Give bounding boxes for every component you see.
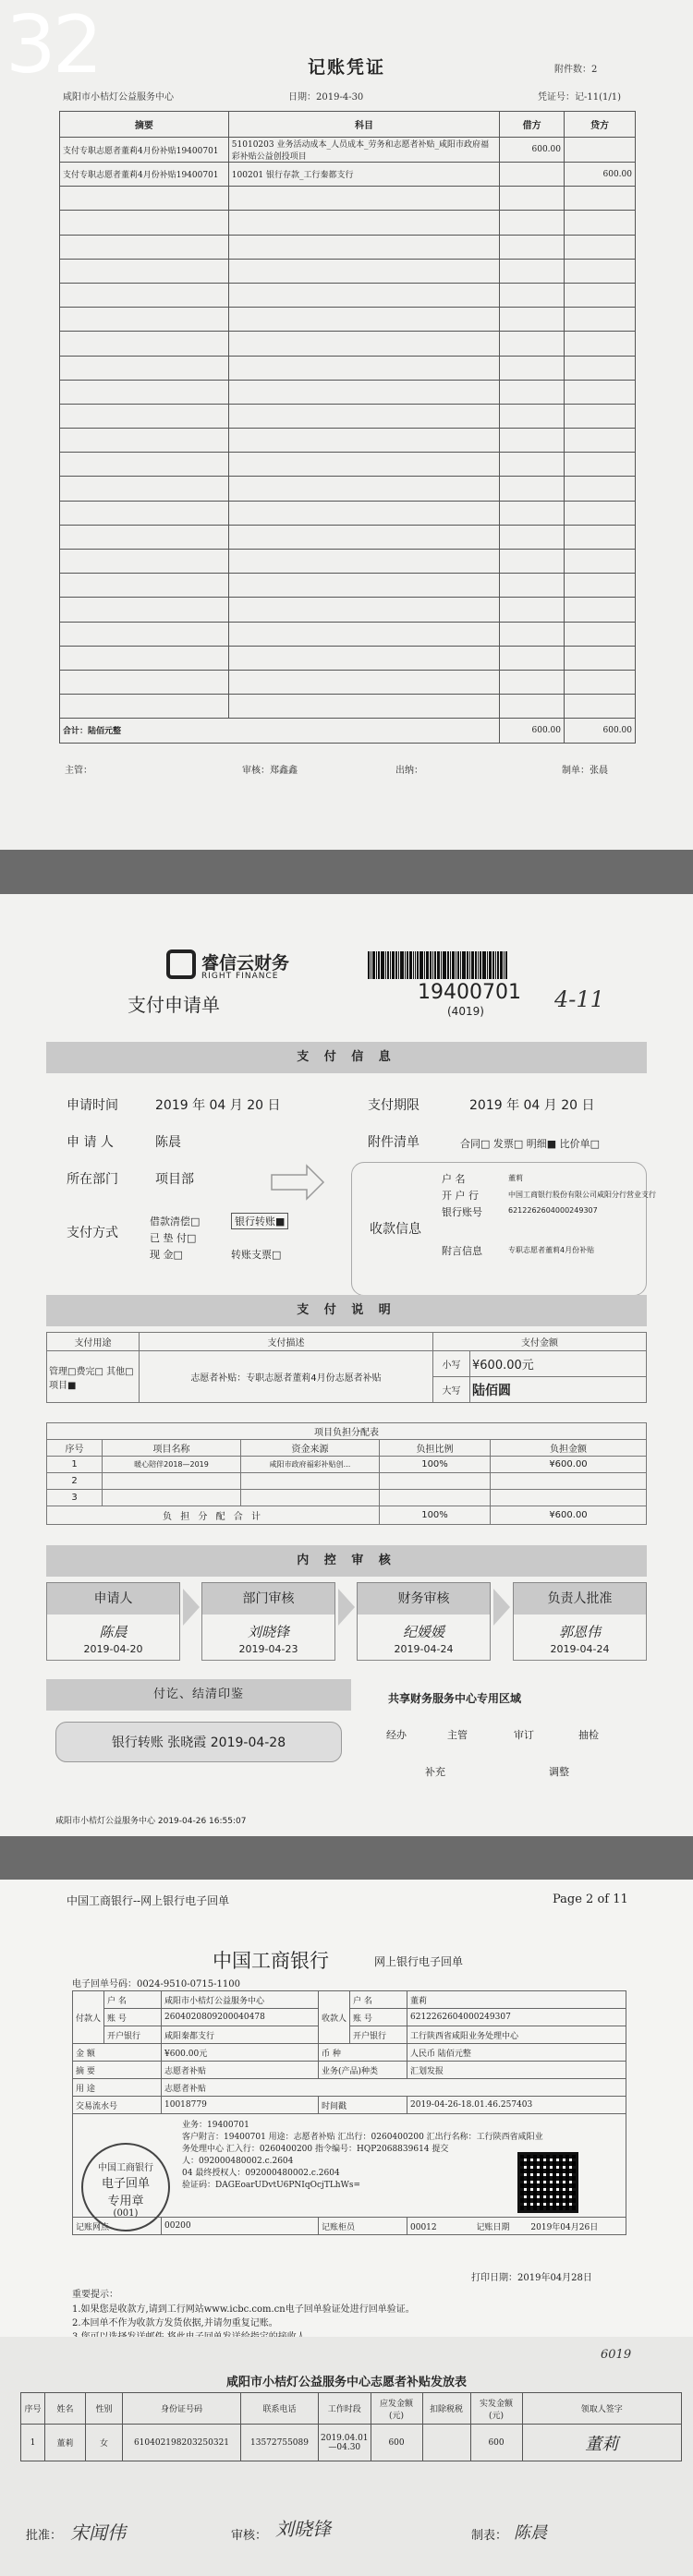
receipt-purpose: 志愿者补贴 bbox=[162, 2079, 626, 2097]
settle-stamp: 银行转账 张晓霞 2019-04-28 bbox=[55, 1722, 342, 1762]
payment-application-page bbox=[0, 894, 693, 1836]
payee-bank: 工行陕西省咸阳业务处理中心 bbox=[407, 2026, 626, 2044]
flow-name: 郭恩伟 bbox=[558, 1624, 601, 1640]
accounting-voucher-page bbox=[0, 0, 693, 850]
shared-item: 调整 bbox=[549, 1766, 569, 1778]
amount-small-value: ¥600.00元 bbox=[470, 1351, 647, 1377]
flow-date: 2019-04-24 bbox=[550, 1643, 610, 1655]
payee-bank: 中国工商银行股份有限公司咸阳分行营业支行 bbox=[508, 1191, 656, 1199]
method-label: 支付方式 bbox=[67, 1226, 118, 1240]
payee-note: 专职志愿者董莉4月份补贴 bbox=[508, 1246, 595, 1254]
handwritten-note: 4-11 bbox=[554, 986, 604, 1012]
flow-step-finance bbox=[357, 1582, 491, 1661]
flow-role: 申请人 bbox=[47, 1583, 179, 1615]
voucher-maker: 制单：张晨 bbox=[562, 766, 608, 776]
flow-step-leader bbox=[513, 1582, 647, 1661]
apply-time-label: 申请时间 bbox=[67, 1098, 118, 1113]
receipt-net: 00200 bbox=[162, 2218, 319, 2235]
company-logo-icon bbox=[166, 949, 196, 979]
voucher-supervisor: 主管： bbox=[65, 766, 92, 776]
voucher-auditor: 审核：郑鑫鑫 bbox=[242, 766, 298, 776]
voucher-subject: 100201 银行存款_工行秦都支行 bbox=[228, 163, 499, 187]
section-payment-info: 支 付 信 息 bbox=[46, 1042, 647, 1073]
alloc-col-ratio: 负担比例 bbox=[380, 1440, 491, 1457]
payment-title: 支付申请单 bbox=[128, 994, 220, 1016]
table-row: 1 暖心陪伴2018—2019 咸阳市政府福彩补贴创... 100% ¥600.00 bbox=[47, 1457, 647, 1473]
voucher-total-credit: 600.00 bbox=[565, 719, 636, 743]
payer-label: 付款人 bbox=[73, 1991, 104, 2044]
deadline-label: 支付期限 bbox=[368, 1098, 419, 1113]
barcode-sub: (4019) bbox=[447, 1005, 484, 1018]
flow-role: 负责人批准 bbox=[514, 1583, 646, 1615]
receipt-header: 中国工商银行--网上银行电子回单 bbox=[67, 1894, 230, 1907]
subsidy-title: 咸阳市小桔灯公益服务中心志愿者补贴发放表 bbox=[225, 2376, 467, 2389]
maker-signature: 陈晨 bbox=[514, 2523, 547, 2543]
shared-item: 补充 bbox=[425, 1766, 445, 1778]
qr-code-icon bbox=[517, 2152, 578, 2213]
alloc-col-amount: 负担金额 bbox=[491, 1440, 647, 1457]
alloc-col-no: 序号 bbox=[47, 1440, 103, 1457]
barcode-icon bbox=[368, 951, 580, 979]
attach-label: 附件清单 bbox=[368, 1135, 419, 1150]
company-name-en: RIGHT FINANCE bbox=[201, 972, 279, 981]
method-option: 借款清偿□ bbox=[150, 1215, 201, 1228]
desc-label: 支付描述 bbox=[140, 1333, 433, 1351]
allocation-table bbox=[46, 1422, 647, 1525]
deadline-value: 2019 年 04 月 20 日 bbox=[469, 1098, 595, 1113]
receipt-number: 电子回单号码：0024-9510-0715-1100 bbox=[72, 1979, 240, 1989]
maker-label: 制表： bbox=[471, 2529, 508, 2543]
company-name: 睿信云财务 bbox=[201, 953, 290, 974]
voucher-col-credit: 贷方 bbox=[565, 112, 636, 138]
use-label: 支付用途 bbox=[47, 1333, 140, 1351]
receipt-serial: 10018779 bbox=[162, 2097, 319, 2114]
table-row: 2 bbox=[47, 1473, 647, 1490]
section-internal-control: 内 控 审 核 bbox=[46, 1545, 647, 1577]
payment-footer: 咸阳市小桔灯公益服务中心 2019-04-26 16:55:07 bbox=[55, 1817, 247, 1826]
flow-date: 2019-04-20 bbox=[83, 1643, 143, 1655]
voucher-attachments: 附件数：2 bbox=[554, 65, 598, 75]
payer-account: 2604020809200040478 bbox=[162, 2009, 319, 2026]
subsidy-list-page bbox=[0, 2337, 693, 2576]
verify-code: 验证码：DAGEoarUDvtU6PNIqOcjTLhWs= bbox=[182, 2181, 361, 2190]
payee-note-label: 附言信息 bbox=[442, 1245, 482, 1257]
applicant-label: 申 请 人 bbox=[67, 1135, 114, 1150]
amount-big-value: 陆佰圆 bbox=[470, 1377, 647, 1403]
payee-label: 收款人 bbox=[319, 1991, 350, 2044]
receipt-summary: 志愿者补贴 bbox=[162, 2062, 319, 2079]
payee-account: 6212262604000249307 bbox=[508, 1206, 598, 1215]
voucher-subject: 51010203 业务活动成本_人员成本_劳务和志愿者补贴_咸阳市政府福彩补贴公益创投项目 bbox=[228, 138, 499, 163]
notes-title: 重要提示： bbox=[72, 2290, 118, 2300]
payer-bank: 咸阳秦都支行 bbox=[162, 2026, 319, 2044]
barcode-number: 19400701 bbox=[418, 981, 521, 1004]
applicant-value: 陈晨 bbox=[155, 1135, 181, 1150]
shared-item: 审订 bbox=[514, 1729, 534, 1741]
shared-item: 抽检 bbox=[578, 1729, 599, 1741]
subsidy-table: 序号 姓名 性别 身份证号码 联系电话 工作时段 应发金额(元) 扣除税税 实发金额(元) 领取人签字 1 董莉 女 610402198203250321 13572755089 2019.04.01—04.30 600 600 董莉 bbox=[20, 2392, 682, 2461]
voucher-col-subject: 科目 bbox=[228, 112, 499, 138]
voucher-row bbox=[60, 163, 636, 187]
voucher-number: 凭证号：记-11(1/1) bbox=[538, 92, 621, 103]
payee-name-label: 户 名 bbox=[442, 1173, 466, 1185]
voucher-summary: 支付专职志愿者董莉4月份补贴19400701 bbox=[60, 163, 229, 187]
receipt-amount: ¥600.00元 bbox=[162, 2044, 319, 2062]
receipt-table: 付款人 户 名 咸阳市小桔灯公益服务中心 收款人 户 名 董莉 账 号 2604020809200040478 账 号 6212262604000249307 开户银行 咸阳秦都支行 开户银行 工行陕西省咸阳业务处理中心 金 额 ¥600.00元 币 种 人民币 陆佰元整 摘 要 志愿者补贴 业务(产品)种类 汇划发报 用 途 志愿者补贴 交易流水号 10018779 时间戳 2019-04-26-18.01.46.257403 业务：19400701 客户附言：19400701 用途：志愿者补贴 汇出行：0260400200 汇出行名称：工行陕西省咸阳业 务处理中心 汇入行：0260400200 指令编号：HQP2068839614 提交 人：092000480002.c.2604 04 最终授权人：092000480002.c.2604 验证码：DAGEoarUDvtU6PNIqOcjTLhWs= 记账网点 00200 记账柜员 00012 记账日期 2019年04月26日 bbox=[72, 1990, 626, 2235]
flow-role: 部门审核 bbox=[202, 1583, 334, 1615]
bank-title: 中国工商银行 bbox=[213, 1950, 329, 1972]
arrow-right-icon bbox=[338, 1589, 355, 1626]
alloc-title: 项目负担分配表 bbox=[47, 1423, 647, 1440]
voucher-col-debit: 借方 bbox=[500, 112, 565, 138]
method-option: 已 垫 付□ bbox=[150, 1232, 197, 1244]
auditor-signature: 刘晓锋 bbox=[275, 2518, 331, 2540]
alloc-col-name: 项目名称 bbox=[103, 1440, 241, 1457]
bank-receipt-page bbox=[0, 1880, 693, 2341]
amount-label: 支付金额 bbox=[433, 1333, 647, 1351]
voucher-summary: 支付专职志愿者董莉4月份补贴19400701 bbox=[60, 138, 229, 163]
dept-label: 所在部门 bbox=[67, 1172, 118, 1187]
voucher-col-summary: 摘要 bbox=[60, 112, 229, 138]
receipt-date: 2019年04月26日 bbox=[530, 2222, 599, 2232]
voucher-cashier: 出纳： bbox=[395, 766, 423, 776]
flow-name: 刘晓锋 bbox=[247, 1624, 289, 1640]
method-option: 现 金□ bbox=[150, 1249, 183, 1261]
flow-name: 纪媛媛 bbox=[402, 1624, 444, 1640]
apply-time-value: 2019 年 04 月 20 日 bbox=[155, 1098, 281, 1113]
flow-step-dept bbox=[201, 1582, 335, 1661]
desc-value: 志愿者补贴：专职志愿者董莉4月份志愿者补贴 bbox=[140, 1351, 433, 1403]
table-row: 1 董莉 女 610402198203250321 13572755089 2019.04.01—04.30 600 600 董莉 bbox=[21, 2425, 682, 2461]
payee-info-label: 收款信息 bbox=[370, 1222, 421, 1237]
voucher-debit: 600.00 bbox=[500, 138, 565, 163]
voucher-row bbox=[60, 138, 636, 163]
method-option: 银行转账■ bbox=[231, 1213, 288, 1229]
alloc-total-label: 负 担 分 配 合 计 bbox=[47, 1506, 380, 1525]
payee-bank-label: 开 户 行 bbox=[442, 1190, 479, 1202]
amount-big-label: 大写 bbox=[433, 1377, 470, 1403]
page-number-badge: 32 bbox=[6, 0, 100, 91]
bank-seal-icon: 中国工商银行 电子回单 专用章 (001) bbox=[81, 2143, 170, 2231]
use-options: 管理□费完□ 其他□ 项目■ bbox=[47, 1351, 140, 1403]
voucher-date: 日期：2019-4-30 bbox=[288, 92, 364, 103]
voucher-credit: 600.00 bbox=[565, 163, 636, 187]
shared-item: 主管 bbox=[447, 1729, 468, 1741]
note-line: 1.如果您是收款方,请到工行网站www.icbc.com.cn电子回单验证处进行回单验证。 bbox=[72, 2304, 415, 2315]
approver-signature: 宋闻伟 bbox=[70, 2522, 126, 2544]
receipt-timestamp: 2019-04-26-18.01.46.257403 bbox=[407, 2097, 626, 2114]
voucher-total-row bbox=[60, 719, 636, 743]
shared-band: 共享财务服务中心专用区域 bbox=[388, 1692, 522, 1705]
payment-desc-table bbox=[46, 1332, 647, 1403]
payee-name: 董莉 bbox=[407, 1991, 626, 2009]
arrow-right-icon bbox=[183, 1589, 200, 1626]
attach-options: 合同□ 发票□ 明细■ 比价单□ bbox=[460, 1138, 601, 1150]
payer-name: 咸阳市小桔灯公益服务中心 bbox=[162, 1991, 319, 2009]
dept-value: 项目部 bbox=[155, 1172, 194, 1187]
section-payment-desc: 支 付 说 明 bbox=[46, 1295, 647, 1326]
approver-label: 批准： bbox=[26, 2529, 63, 2543]
flow-name: 陈晨 bbox=[99, 1624, 128, 1640]
voucher-credit bbox=[565, 138, 636, 163]
voucher-title: 记账凭证 bbox=[307, 57, 385, 78]
handwritten-note: 6019 bbox=[601, 2348, 632, 2362]
note-line: 2.本回单不作为收款方发货依据,并请勿重复记账。 bbox=[72, 2318, 278, 2328]
arrow-right-icon bbox=[493, 1589, 510, 1626]
amount-small-label: 小写 bbox=[433, 1351, 470, 1377]
flow-step-applicant bbox=[46, 1582, 180, 1661]
method-option: 转账支票□ bbox=[231, 1249, 282, 1261]
receipt-biz: 汇划发报 bbox=[407, 2062, 626, 2079]
voucher-table bbox=[59, 111, 636, 744]
voucher-unit: 咸阳市小桔灯公益服务中心 bbox=[63, 92, 174, 103]
flow-date: 2019-04-23 bbox=[238, 1643, 298, 1655]
voucher-total-debit: 600.00 bbox=[500, 719, 565, 743]
alloc-total-amount: ¥600.00 bbox=[491, 1506, 647, 1525]
signature: 董莉 bbox=[522, 2425, 681, 2461]
bank-subtitle: 网上银行电子回单 bbox=[374, 1955, 464, 1968]
flow-date: 2019-04-24 bbox=[394, 1643, 454, 1655]
receipt-currency: 人民币 陆佰元整 bbox=[407, 2044, 626, 2062]
table-row: 3 bbox=[47, 1490, 647, 1506]
auditor-label: 审核： bbox=[231, 2529, 268, 2543]
flow-role: 财务审核 bbox=[358, 1583, 490, 1615]
arrow-right-icon bbox=[270, 1164, 325, 1201]
alloc-col-source: 资金来源 bbox=[241, 1440, 380, 1457]
shared-item: 经办 bbox=[386, 1729, 407, 1741]
receipt-teller: 00012 bbox=[410, 2222, 437, 2232]
voucher-total-label: 合计：陆佰元整 bbox=[60, 719, 500, 743]
print-date: 打印日期：2019年04月28日 bbox=[471, 2273, 592, 2283]
payee-name: 董莉 bbox=[508, 1174, 523, 1182]
payee-account: 6212262604000249307 bbox=[407, 2009, 626, 2026]
voucher-debit bbox=[500, 163, 565, 187]
alloc-total-ratio: 100% bbox=[380, 1506, 491, 1525]
settle-band: 付讫、结清印鉴 bbox=[46, 1679, 351, 1711]
payee-account-label: 银行账号 bbox=[442, 1206, 482, 1218]
receipt-page-info: Page 2 of 11 bbox=[553, 1893, 628, 1906]
